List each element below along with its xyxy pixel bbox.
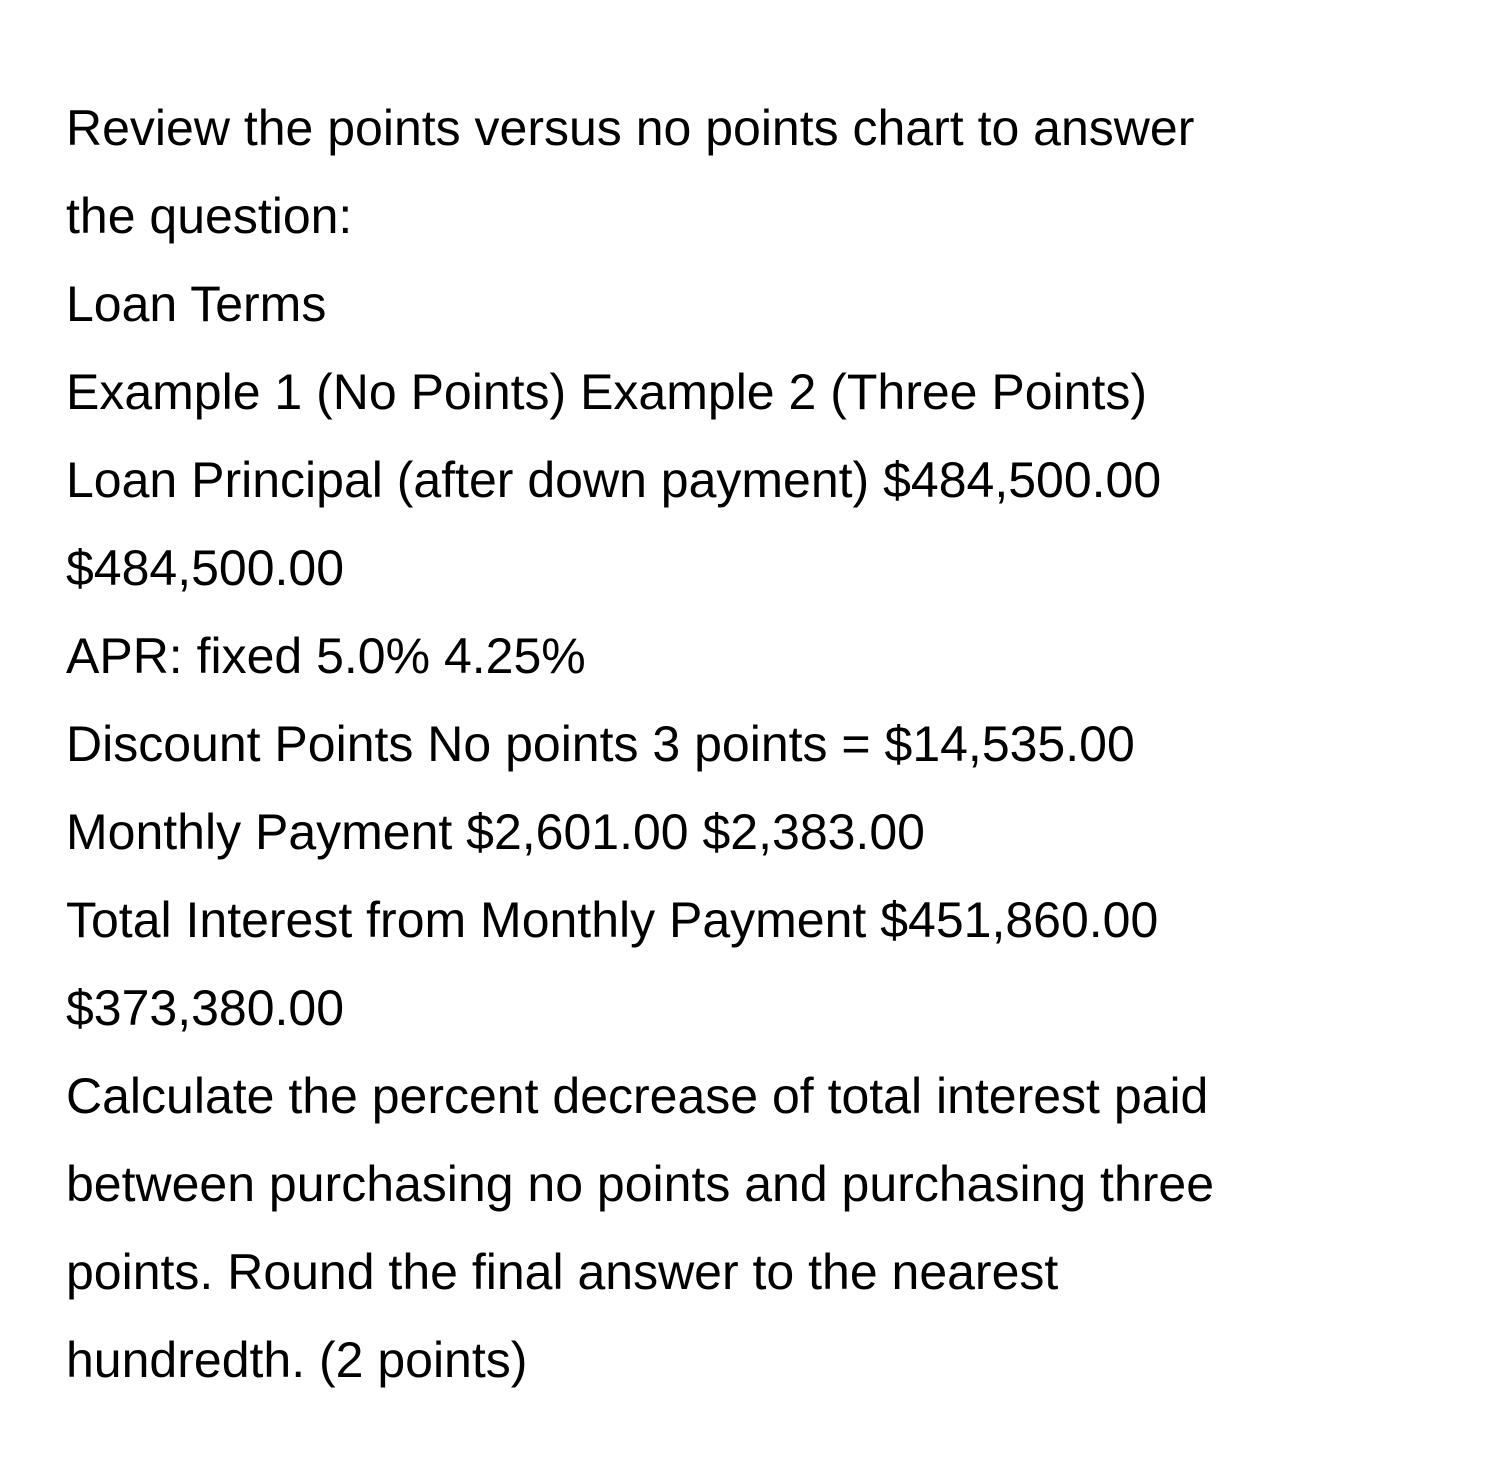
monthly-payment-row: Monthly Payment $2,601.00 $2,383.00 (66, 804, 925, 860)
intro-text-line-1: Review the points versus no points chart to answer (66, 100, 1195, 156)
apr-row: APR: fixed 5.0% 4.25% (66, 628, 586, 684)
loan-terms-title: Loan Terms (66, 276, 327, 332)
question-text-line-1: Calculate the percent decrease of total interest paid (66, 1068, 1209, 1124)
question-document (66, 84, 1446, 1404)
total-interest-row-line-2: $373,380.00 (66, 980, 345, 1036)
question-text-line-3: points. Round the final answer to the nearest (66, 1244, 1059, 1300)
examples-header-row: Example 1 (No Points) Example 2 (Three Points) (66, 364, 1147, 420)
question-text-line-2: between purchasing no points and purchasing three (66, 1156, 1215, 1212)
loan-principal-row-line-1: Loan Principal (after down payment) $484,500.00 (66, 452, 1162, 508)
loan-principal-row-line-2: $484,500.00 (66, 540, 345, 596)
total-interest-row-line-1: Total Interest from Monthly Payment $451,860.00 (66, 892, 1159, 948)
question-text-line-4: hundredth. (2 points) (66, 1332, 528, 1388)
intro-text-line-2: the question: (66, 188, 353, 244)
discount-points-row: Discount Points No points 3 points = $14,535.00 (66, 716, 1135, 772)
